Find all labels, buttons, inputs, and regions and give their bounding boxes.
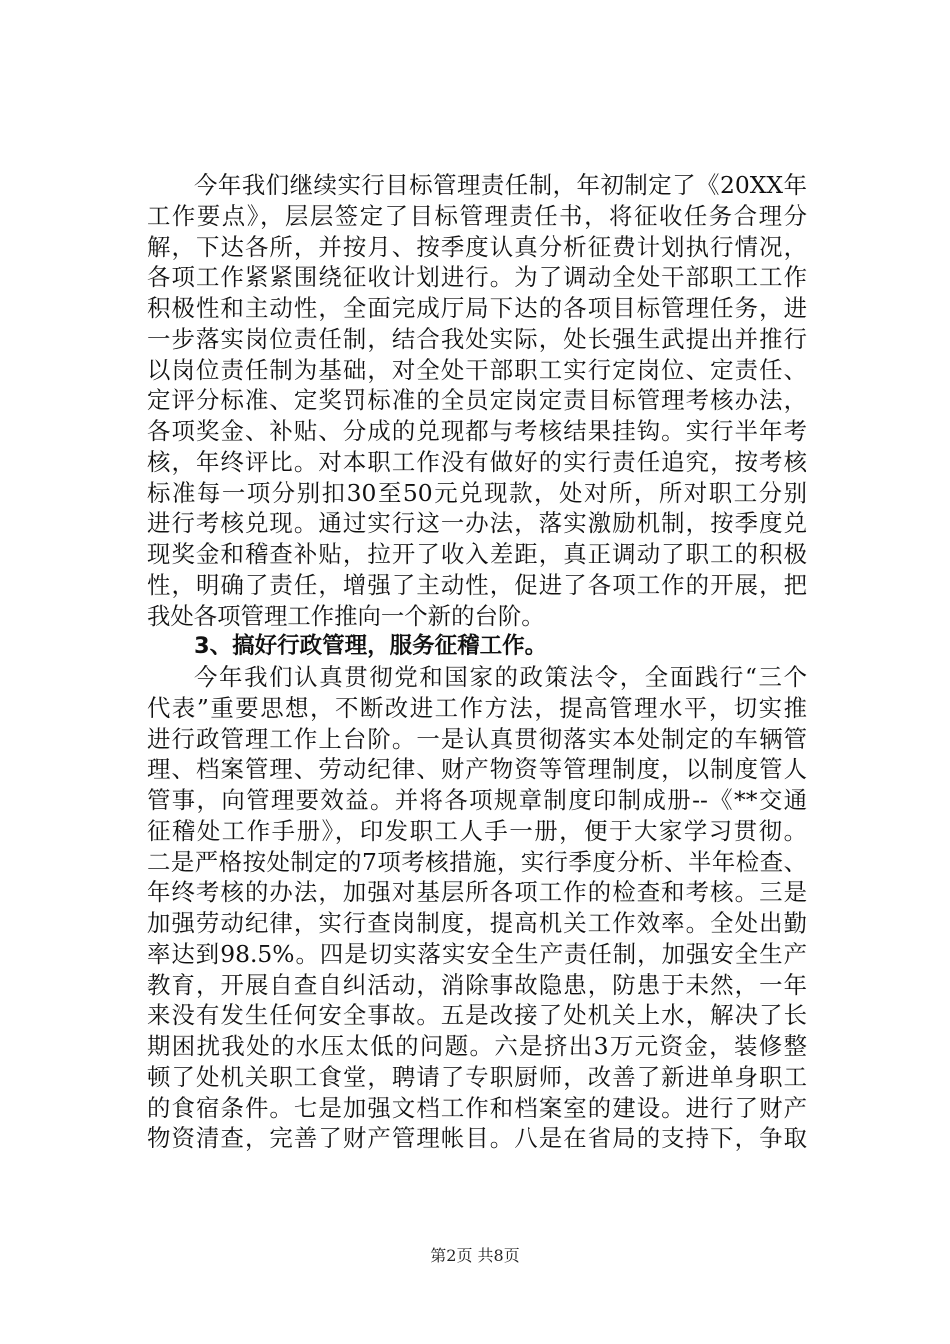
section-heading: 3、搞好行政管理，服务征稽工作。 <box>194 633 548 660</box>
text-line: 期困扰我处的水压太低的问题。六是挤出3万元资金，装修整 <box>147 1032 807 1060</box>
text-line: 以岗位责任制为基础，对全处干部职工实行定岗位、定责任、 <box>147 355 807 384</box>
text-line: 积极性和主动性，全面完成厅局下达的各项目标管理任务，进 <box>147 294 807 322</box>
text-line: 征稽处工作手册》，印发职工人手一册，便于大家学习贯彻。 <box>147 816 807 845</box>
text-line: 我处各项管理工作推向一个新的台阶。 <box>147 601 545 630</box>
text-line: 今年我们认真贯彻党和国家的政策法令，全面践行“三个 <box>194 663 807 691</box>
text-line: 管事，向管理要效益。并将各项规章制度印制成册--《**交通 <box>147 786 807 814</box>
text-line: 工作要点》，层层签定了目标管理责任书，将征收任务合理分 <box>147 201 807 230</box>
text-line: 的食宿条件。七是加强文档工作和档案室的建设。进行了财产 <box>147 1093 807 1122</box>
text-line: 进行政管理工作上台阶。一是认真贯彻落实本处制定的车辆管 <box>147 724 807 753</box>
text-line: 进行考核兑现。通过实行这一办法，落实激励机制，按季度兑 <box>147 509 807 538</box>
page-number-footer: 第2页 共8页 <box>430 1246 520 1265</box>
paragraph-target-management <box>147 170 807 631</box>
text-line: 一步落实岗位责任制，结合我处实际，处长强生武提出并推行 <box>147 324 807 353</box>
text-line: 顿了处机关职工食堂，聘请了专职厨师，改善了新进单身职工 <box>147 1062 807 1091</box>
text-line: 年终考核的办法，加强对基层所各项工作的检查和考核。三是 <box>147 878 807 907</box>
text-line: 标准每一项分别扣30至50元兑现款，处对所，所对职工分别 <box>147 478 807 507</box>
document-body <box>147 170 807 1154</box>
text-line: 教育，开展自查自纠活动，消除事故隐患，防患于未然，一年 <box>147 970 807 999</box>
text-line: 代表”重要思想，不断改进工作方法，提高管理水平，切实推 <box>147 693 807 722</box>
text-line: 来没有发生任何安全事故。五是改接了处机关上水，解决了长 <box>147 1001 807 1030</box>
text-line: 性，明确了责任，增强了主动性，促进了各项工作的开展，把 <box>147 570 807 599</box>
text-line: 物资清查，完善了财产管理帐目。八是在省局的支持下，争取 <box>147 1124 807 1153</box>
paragraph-administrative-management <box>147 662 807 1154</box>
text-line: 理、档案管理、劳动纪律、财产物资等管理制度，以制度管人 <box>147 755 807 784</box>
text-line: 今年我们继续实行目标管理责任制，年初制定了《20XX年 <box>194 171 807 199</box>
text-line: 率达到98.5%。四是切实落实安全生产责任制，加强安全生产 <box>147 939 807 968</box>
text-line: 二是严格按处制定的7项考核措施，实行季度分析、半年检查、 <box>147 847 807 876</box>
text-line: 现奖金和稽查补贴，拉开了收入差距，真正调动了职工的积极 <box>147 540 807 568</box>
text-line: 各项奖金、补贴、分成的兑现都与考核结果挂钩。实行半年考 <box>147 417 807 445</box>
text-line: 定评分标准、定奖罚标准的全员定岗定责目标管理考核办法， <box>147 386 807 415</box>
text-line: 解，下达各所，并按月、按季度认真分析征费计划执行情况， <box>147 232 807 261</box>
text-line: 核，年终评比。对本职工作没有做好的实行责任追究，按考核 <box>147 447 807 476</box>
text-line: 加强劳动纪律，实行查岗制度，提高机关工作效率。全处出勤 <box>147 909 807 937</box>
text-line: 各项工作紧紧围绕征收计划进行。为了调动全处干部职工工作 <box>147 263 807 292</box>
